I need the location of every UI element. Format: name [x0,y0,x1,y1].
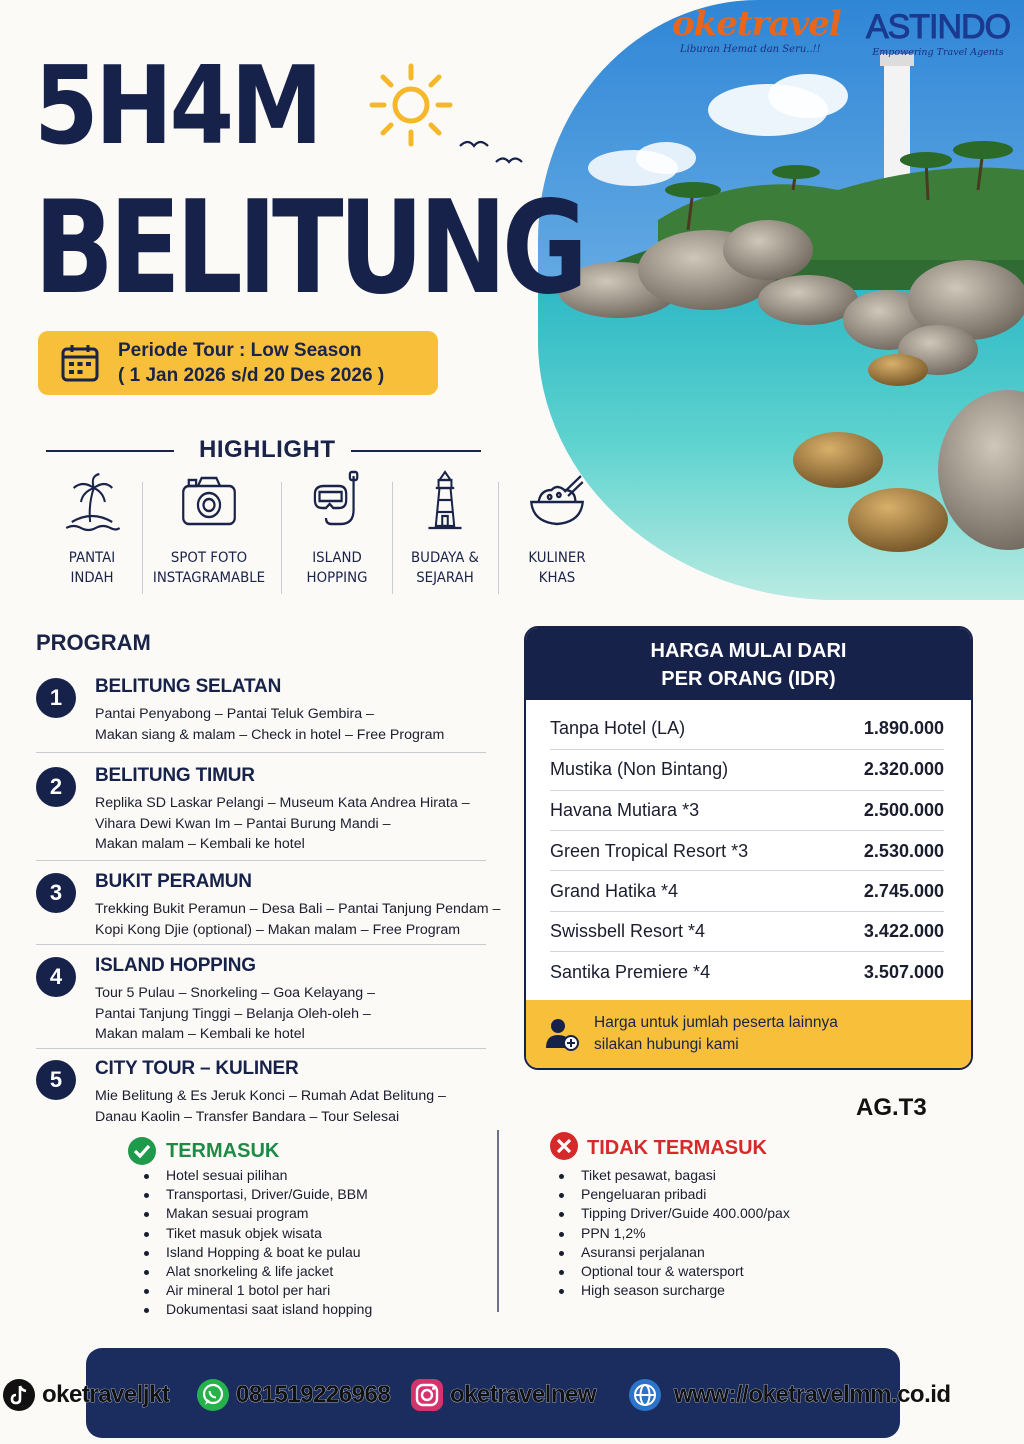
step-divider [36,1048,486,1049]
astindo-logo-text: ASTINDO [865,8,1011,46]
hotel-name: Swissbell Resort *4 [550,920,706,941]
highlight-budaya-l2: SEJARAH [416,570,474,586]
palm-island-icon [63,470,122,534]
step-desc-line: Makan siang & malam – Check in hotel – Free Program [95,726,445,743]
list-item: Tipping Driver/Guide 400.000/pax [559,1204,879,1223]
step-desc-line: Pantai Penyabong – Pantai Teluk Gembira – [95,706,374,722]
price-table [524,626,973,1070]
hotel-price: 2.530.000 [863,840,944,861]
step-heading: BELITUNG TIMUR [95,765,255,786]
price-row [550,749,944,789]
included-list [144,1166,484,1320]
title-destination: BELITUNG [34,174,584,323]
period-dates: ( 1 Jan 2026 s/d 20 Des 2026 ) [118,365,385,386]
step-description [95,704,505,745]
included-title: TERMASUK [166,1140,280,1162]
highlight-spot-foto-l1: SPOT FOTO [170,550,248,566]
program-step [36,765,486,855]
step-desc-line: Mie Belitung & Es Jeruk Konci – Rumah Adat Belitung – [95,1088,446,1104]
step-number: 2 [36,767,76,807]
instagram-contact[interactable] [410,1376,596,1414]
highlight-spot-foto-l2: INSTAGRAMABLE [152,570,266,586]
add-user-icon [544,1016,580,1052]
astindo-tagline: Empowering Travel Agents [872,47,1004,58]
instagram-icon [410,1378,444,1412]
list-item: Dokumentasi saat island hopping [144,1300,484,1319]
lighthouse-icon [416,470,475,534]
highlight-budaya-l1: BUDAYA & [411,550,479,566]
highlight-island-hopping-l1: ISLAND [312,550,362,566]
excluded-list [559,1166,879,1300]
step-description [95,983,505,1045]
highlight-separator [142,482,143,594]
list-item: Tiket masuk objek wisata [144,1224,484,1243]
price-table-header [526,628,971,700]
highlight-kuliner-l1: KULINER [528,550,586,566]
birds-icon [456,132,526,172]
tour-period-box [38,331,438,395]
hotel-name: Havana Mutiara *3 [550,799,700,820]
hotel-price: 3.422.000 [863,920,944,941]
step-number: 3 [36,873,76,913]
website-url: www://oketravelmm.co.id [674,1381,951,1408]
step-desc-line: Kopi Kong Djie (optional) – Makan malam – Free Program [95,921,461,938]
title-duration: 5H4M [34,44,320,169]
hotel-name: Santika Premiere *4 [550,961,711,982]
step-number: 4 [36,957,76,997]
step-heading: BUKIT PERAMUN [95,871,252,892]
inclusion-separator [497,1130,499,1312]
price-row [550,911,944,951]
price-row [550,952,944,992]
highlight-kuliner [516,470,599,588]
step-desc-line: Pantai Tanjung Tinggi – Belanja Oleh-oleh – [95,1005,371,1022]
step-heading: BELITUNG SELATAN [95,676,282,697]
oke-tagline: Liburan Hemat dan Seru..!! [680,44,821,55]
hotel-name: Green Tropical Resort *3 [550,840,749,861]
step-divider [36,944,486,945]
camera-icon [180,470,239,534]
step-desc-line: Replika SD Laskar Pelangi – Museum Kata Andrea Hirata – [95,795,470,811]
highlight-separator [281,482,282,594]
program-title: PROGRAM [36,630,151,655]
step-desc-line: Tour 5 Pulau – Snorkeling – Goa Kelayang – [95,985,375,1001]
price-row [550,708,944,748]
highlight-spot-foto [151,470,267,588]
list-item: Hotel sesuai pilihan [144,1166,484,1185]
snorkel-mask-icon [308,470,367,534]
x-circle-icon [549,1131,579,1161]
highlight-pantai-l1: PANTAI [68,550,116,566]
highlight-pantai [53,470,130,588]
list-item: Optional tour & watersport [559,1262,879,1281]
astindo-logo [856,8,1020,74]
price-row [550,871,944,911]
step-number: 5 [36,1060,76,1100]
step-desc-line: Makan malam – Kembali ke hotel [95,836,305,853]
whatsapp-number: 081519226968 [236,1381,391,1408]
list-item: Pengeluaran pribadi [559,1185,879,1204]
tiktok-icon [2,1378,36,1412]
highlight-divider-right [351,450,481,452]
price-note-line2: silakan hubungi kami [594,1036,739,1053]
step-desc-line: Vihara Dewi Kwan Im – Pantai Burung Mandi – [95,815,391,832]
check-circle-icon [127,1136,157,1166]
price-header-line2: PER ORANG (IDR) [661,668,836,690]
step-desc-line: Trekking Bukit Peramun – Desa Bali – Pantai Tanjung Pendam – [95,901,501,917]
list-item: Island Hopping & boat ke pulau [144,1243,484,1262]
step-description [95,793,505,855]
step-heading: ISLAND HOPPING [95,955,256,976]
step-desc-line: Danau Kaolin – Transfer Bandara – Tour Selesai [95,1108,400,1125]
oke-logo-text: oketravel [672,4,841,44]
step-heading: CITY TOUR – KULINER [95,1058,299,1079]
program-step [36,955,486,1045]
hotel-price: 1.890.000 [863,717,944,738]
list-item: High season surcharge [559,1281,879,1300]
instagram-handle: oketravelnew [450,1381,597,1408]
highlight-separator [392,482,393,594]
hotel-name: Mustika (Non Bintang) [550,758,729,779]
list-item: Asuransi perjalanan [559,1243,879,1262]
list-item: Makan sesuai program [144,1204,484,1223]
list-item: PPN 1,2% [559,1224,879,1243]
globe-icon [628,1378,662,1412]
hotel-name: Tanpa Hotel (LA) [550,717,686,738]
price-header-line1: HARGA MULAI DARI [650,640,847,662]
step-desc-line: Makan malam – Kembali ke hotel [95,1026,305,1043]
list-item: Alat snorkeling & life jacket [144,1262,484,1281]
whatsapp-contact[interactable] [196,1376,390,1414]
program-step [36,871,501,941]
list-item: Tiket pesawat, bagasi [559,1166,879,1185]
highlight-island-hopping-l2: HOPPING [306,570,368,586]
list-item: Transportasi, Driver/Guide, BBM [144,1185,484,1204]
whatsapp-icon [196,1378,230,1412]
price-row [550,790,944,830]
hotel-price: 2.320.000 [863,758,944,779]
hotel-price: 2.745.000 [863,880,944,901]
step-description [95,899,505,940]
tiktok-contact[interactable] [2,1376,169,1414]
step-number: 1 [36,678,76,718]
price-row [550,831,944,871]
highlight-kuliner-l2: KHAS [538,570,576,586]
website-contact[interactable] [628,1376,951,1414]
step-divider [36,752,486,753]
highlight-separator [498,482,499,594]
price-note [526,1000,971,1068]
highlight-island-hopping [296,470,379,588]
food-bowl-icon [528,470,587,534]
program-step [36,676,486,746]
hotel-price: 2.500.000 [863,799,944,820]
highlight-budaya [404,470,487,588]
hotel-name: Grand Hatika *4 [550,880,679,901]
list-item: Air mineral 1 botol per hari [144,1281,484,1300]
tiktok-handle: oketraveljkt [42,1381,170,1408]
calendar-icon [60,343,100,383]
hotel-price: 3.507.000 [863,961,944,982]
program-step [36,1058,486,1128]
step-divider [36,860,486,861]
oketravel-logo [672,4,848,70]
highlight-pantai-l2: INDAH [70,570,114,586]
highlight-divider-left [46,450,174,452]
period-label: Periode Tour : Low Season [118,340,362,361]
highlight-title: HIGHLIGHT [199,436,336,463]
package-code: AG.T3 [856,1094,927,1121]
hero-beach-photo [538,0,1024,600]
price-note-line1: Harga untuk jumlah peserta lainnya [594,1014,838,1031]
step-description [95,1086,505,1127]
excluded-title: TIDAK TERMASUK [587,1137,767,1159]
sun-icon [366,60,456,150]
